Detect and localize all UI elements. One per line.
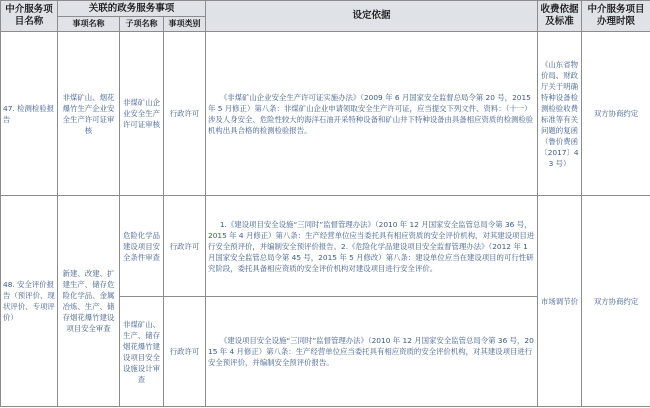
category-cell: 行政许可 xyxy=(164,32,206,196)
basis-cell: 《建设项目安全设施“三同时”监督管理办法》（2010 年 12 月国家安全监管总局令第 36 号，2015 年 4 月修正）第八条：生产经营单位应当委托具有相应资质的安全评价机构，对其建设项目进行安全预评价，并编制安全预评价报告。 xyxy=(206,297,538,407)
header-basis: 设定依据 xyxy=(206,1,538,32)
sub-item-name-cell: 非煤矿山企业安全生产许可证审核 xyxy=(120,32,164,196)
fee-cell: 《山东省物价局、财政厅关于明确特种设备检测检验收费标准等有关问题的复函（鲁价费函〔2017〕43 号） xyxy=(538,32,582,196)
header-row-1 xyxy=(1,1,650,17)
sub-item-name-cell: 危险化学品建设项目安全条件审查 xyxy=(120,196,164,297)
header-intermediary: 中介服务项目名称 xyxy=(1,1,58,32)
header-sub-item-name: 子项名称 xyxy=(120,17,164,32)
basis-cell: 《非煤矿山企业安全生产许可证实施办法》（2009 年 6 月国家安全监督总局令第 20 号，2015 年 5 月修正）第八条：非煤矿山企业申请领取安全生产许可证，应当提交下列文件、资料：（十一）涉及人身安全、危险性较大的海洋石油开采特种设备和矿山井下特种设备由具备相应资质的检测检验机构出具合格的检测检验报告。 xyxy=(206,32,538,196)
table-row xyxy=(1,196,650,297)
table-row xyxy=(1,32,650,196)
intermediary-cell: 48. 安全评价报告（预评价、现状评价、专项评价） xyxy=(1,196,58,407)
header-item-name: 事项名称 xyxy=(58,17,120,32)
item-name-cell: 非煤矿山、烟花爆竹生产企业安全生产许可证审核 xyxy=(58,32,120,196)
basis-cell: 1.《建设项目安全设施“三同时”监督管理办法》（2010 年 12 月国家安全监管总局令第 36 号，2015 年 4 月修正）第八条：生产经营单位应当委托具有相应资质的安全评价机构，对其建设项目进行安全预评价，并编制安全预评价报告。2.《危险化学品建设项目安全监督管理办法》（2012 年 1 月国家安全监管总局令第 45 号，2015 年 5 月修改）第八条：建设单位应当在建设项目的可行性研究阶段，委托具备相应资质的安全评价机构对建设项目进行安全评价。 xyxy=(206,196,538,297)
intermediary-cell: 47. 检测检验报告 xyxy=(1,32,58,196)
fee-cell: 市场调节价 xyxy=(538,196,582,407)
header-implementation: 中介服务项目办理时限 xyxy=(582,1,650,32)
implementation-cell: 双方协商约定 xyxy=(582,196,650,407)
category-cell: 行政许可 xyxy=(164,196,206,297)
header-item-category: 事项类别 xyxy=(164,17,206,32)
header-related: 关联的政务服务事项 xyxy=(58,1,206,17)
header-fee: 收费依据及标准 xyxy=(538,1,582,32)
sub-item-name-cell: 非煤矿山、生产、储存烟花爆竹建设项目安全设施设计审查 xyxy=(120,297,164,407)
category-cell: 行政许可 xyxy=(164,297,206,407)
item-name-cell: 新建、改建、扩建生产、储存危险化学品、金属冶炼、生产、储存烟花爆竹建设项目安全审查 xyxy=(58,196,120,407)
implementation-cell: 双方协商约定 xyxy=(582,32,650,196)
